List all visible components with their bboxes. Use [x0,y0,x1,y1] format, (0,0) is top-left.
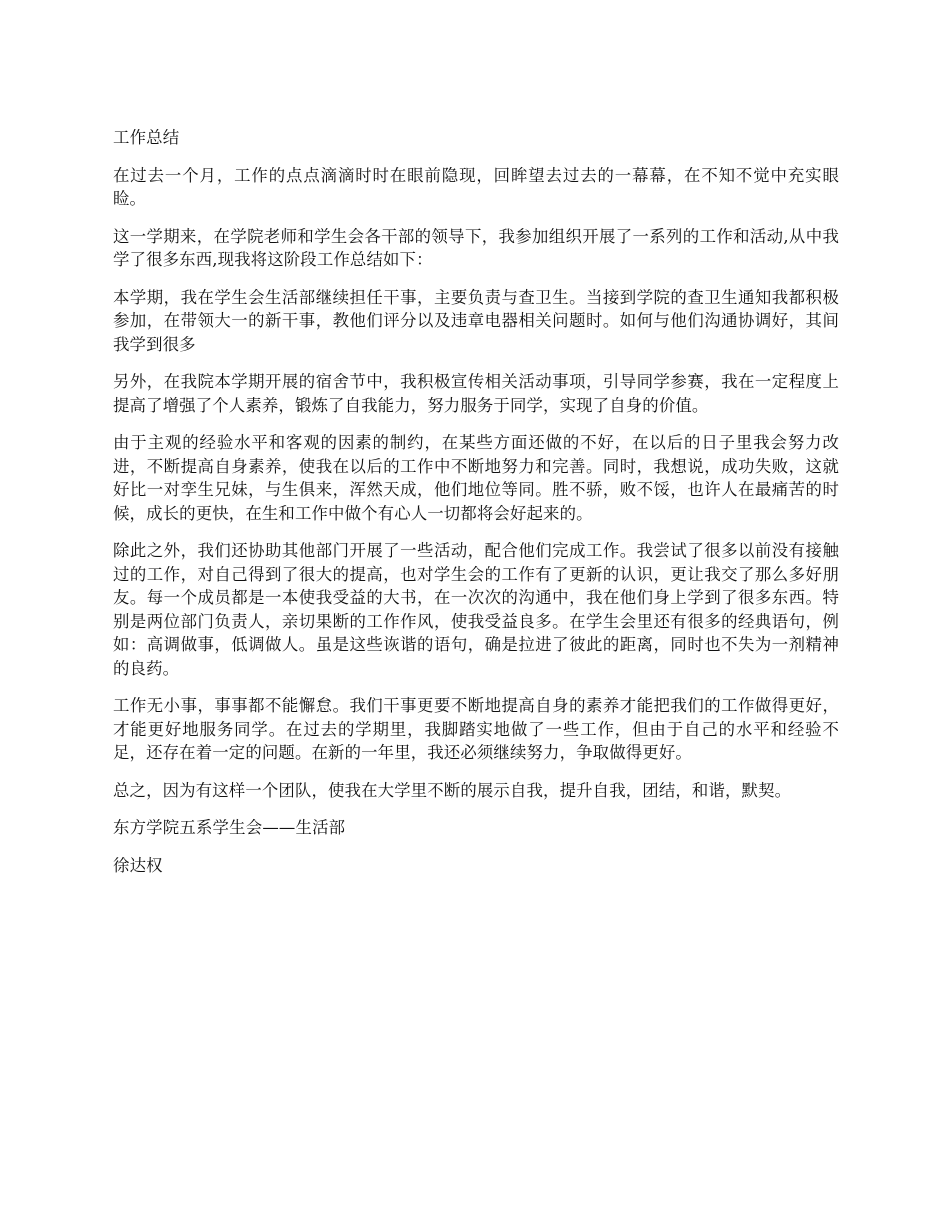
paragraph-8: 总之，因为有这样一个团队，使我在大学里不断的展示自我，提升自我，团结，和谐，默契。 [113,780,792,800]
paragraph-4: 另外，在我院本学期开展的宿舍节中，我积极宣传相关活动事项，引导同学参赛，我在一定程度上提高了增强了个人素养，锻炼了自我能力，努力服务于同学，实现了自身的价值。 [113,372,839,415]
document-title: 工作总结 [113,128,180,147]
paragraph-6: 除此之外，我们还协助其他部门开展了一些活动，配合他们完成工作。我尝试了很多以前没有接触过的工作，对自己得到了很大的提高，也对学生会的工作有了更新的认识，更让我交了那么多好朋友。每一个成员都是一本使我受益的大书，在一次次的沟通中，我在他们身上学到了很多东西。特别是两位部门负责人，亲切果断的工作作风，使我受益良多。在学生会里还有很多的经典语句，例如：高调做事，低调做人。虽是这些诙谐的语句，确是拉进了彼此的距离，同时也不失为一剂精神的良药。 [113,541,839,678]
paragraph-1: 在过去一个月，工作的点点滴滴时时在眼前隐现，回眸望去过去的一幕幕，在不知不觉中充实眼睑。 [113,165,839,208]
paragraph-7: 工作无小事，事事都不能懈怠。我们干事更要不断地提高自身的素养才能把我们的工作做得更好，才能更好地服务同学。在过去的学期里，我脚踏实地做了一些工作，但由于自己的水平和经验不足，还存在着一定的问题。在新的一年里，我还必须继续努力，争取做得更好。 [113,696,839,762]
signature-name: 徐达权 [113,855,163,875]
paragraph-5: 由于主观的经验水平和客观的因素的制约，在某些方面还做的不好，在以后的日子里我会努力改进，不断提高自身素养，使我在以后的工作中不断地努力和完善。同时，我想说，成功失败，这就好比一对孪生兄妹，与生俱来，浑然天成，他们地位等同。胜不骄，败不馁，也许人在最痛苦的时候，成长的更快，在生和工作中做个有心人一切都将会好起来的。 [113,433,839,523]
document-page [113,126,839,891]
signature-organization: 东方学院五系学生会——生活部 [113,818,346,837]
paragraph-3: 本学期，我在学生会生活部继续担任干事，主要负责与查卫生。当接到学院的查卫生通知我都积极参加，在带领大一的新干事，教他们评分以及违章电器相关问题时。如何与他们沟通协调好，其间我学到很多 [113,287,839,354]
paragraph-2: 这一学期来，在学院老师和学生会各干部的领导下，我参加组织开展了一系列的工作和活动,从中我学了很多东西,现我将这阶段工作总结如下： [113,226,839,269]
